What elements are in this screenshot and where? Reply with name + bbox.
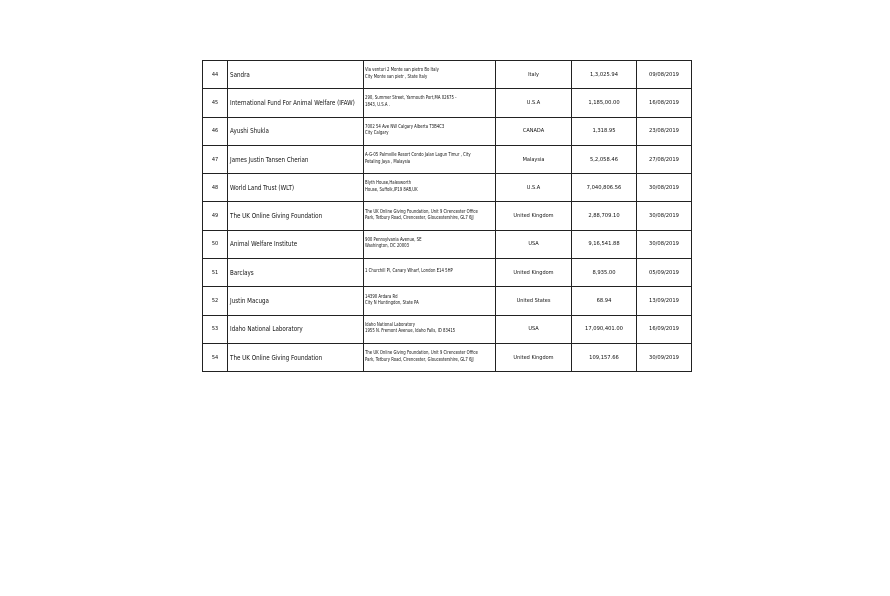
donor-name: James Justin Tansen Cherian [228,145,340,173]
address-line-2: 1955 N. Fremont Avenue, Idaho Falls, ID 83415 [365,329,456,335]
donor-country: USA [496,315,572,343]
donor-country: United Kingdom [496,259,572,287]
donation-date: 30/08/2019 [637,202,692,230]
table-row [203,315,692,343]
donor-country: Italy [496,61,572,89]
table-row [203,230,692,258]
donor-address [364,61,496,89]
table-row [203,287,692,315]
address-line-1: Via venturi 2 Monte san pietro Bo Italy [365,68,439,74]
address-line-2: City Monte san pietr , State Italy [365,74,428,80]
donor-country: CANADA [496,117,572,145]
donor-name: Sandra [228,61,340,89]
donor-name: Justin Macuga [228,287,340,315]
donation-amount: 2,88,709.10 [572,202,637,230]
donor-name: Barclays [228,259,340,287]
table-row [203,202,692,230]
donation-date: 30/09/2019 [637,343,692,371]
donation-date: 30/08/2019 [637,230,692,258]
donor-country: United Kingdom [496,343,572,371]
donor-name: Animal Welfare Institute [228,230,340,258]
donation-date: 16/09/2019 [637,315,692,343]
table-row [203,89,692,117]
donation-amount: 5,2,058.46 [572,145,637,173]
address-line-1: The UK Online Giving Foundation, Unit 9 Cirencester Office [365,209,478,215]
address-line-1: 290, Summer Street, Yarmouth Port,MA 02675 - [365,96,457,102]
donation-amount: 1,185,00.00 [572,89,637,117]
donation-amount: 1,3,025.94 [572,61,637,89]
donation-amount: 109,157.66 [572,343,637,371]
donor-address [364,230,496,258]
donation-date: 09/08/2019 [637,61,692,89]
address-line-2: Park, Tetbury Road, Cirencester, Gloucestershire, GL7 6JJ [365,216,474,222]
donation-date: 16/08/2019 [637,89,692,117]
address-line-2: Petaling Jaya , Malaysia [365,159,411,165]
donor-address [364,287,496,315]
row-number: 53 [203,315,228,343]
address-line-2: Park, Tetbury Road, Cirencester, Gloucestershire, GL7 6JJ [365,357,474,363]
row-number: 50 [203,230,228,258]
table-row [203,61,692,89]
row-number: 44 [203,61,228,89]
donor-name: Idaho National Laboratory [228,315,340,343]
donor-country: U.S.A [496,174,572,202]
donor-address [364,174,496,202]
donor-country: United Kingdom [496,202,572,230]
donation-date: 27/08/2019 [637,145,692,173]
donation-date: 13/09/2019 [637,287,692,315]
donor-name: International Fund For Animal Welfare (IFAW) [228,89,340,117]
donor-address [364,259,496,287]
address-line-1: 1 Churchill Pl, Canary Wharf, London E14 5HP [365,269,453,275]
donor-address [364,202,496,230]
row-number: 48 [203,174,228,202]
address-line-1: The UK Online Giving Foundation, Unit 9 Cirencester Office [365,351,478,357]
donor-address [364,89,496,117]
row-number: 45 [203,89,228,117]
address-line-1: A-G-05 Palmville Resort Condo Jalan Lagun Timur , City [365,153,471,159]
donor-country: U.S.A [496,89,572,117]
donation-amount: 68.94 [572,287,637,315]
donation-amount: 8,935.00 [572,259,637,287]
donation-date: 05/09/2019 [637,259,692,287]
donor-name: The UK Online Giving Foundation [228,343,340,371]
address-line-2: City N Huntingdon, State PA [365,301,419,307]
table-row [203,259,692,287]
address-line-2: 1843, U.S.A . [365,102,390,108]
donor-country: Malaysia [496,145,572,173]
address-line-2: House, Suffolk,IP19 8AB,UK [365,187,418,193]
donor-address [364,117,496,145]
donor-name: Ayushi Shukla [228,117,340,145]
donation-amount: 17,090,401.00 [572,315,637,343]
table-row [203,117,692,145]
donor-country: USA [496,230,572,258]
address-line-1: Blyth House,Halesworth [365,181,412,187]
donor-country: United States [496,287,572,315]
donation-amount: 9,16,541.88 [572,230,637,258]
donor-name: World Land Trust (WLT) [228,174,340,202]
donation-amount: 1,318.95 [572,117,637,145]
row-number: 51 [203,259,228,287]
donations-table [202,60,692,372]
table-row [203,343,692,371]
row-number: 52 [203,287,228,315]
donation-amount: 7,040,806.56 [572,174,637,202]
donor-address [364,315,496,343]
donation-date: 30/08/2019 [637,174,692,202]
address-line-2: Washington, DC 20003 [365,244,410,250]
address-line-1: 900 Pennsylvania Avenue, SE [365,237,422,243]
address-line-2: City Calgary [365,131,389,137]
address-line-1: 14390 Ardara Rd [365,294,398,300]
table-row [203,145,692,173]
table-row [203,174,692,202]
row-number: 47 [203,145,228,173]
row-number: 54 [203,343,228,371]
row-number: 46 [203,117,228,145]
donor-address [364,343,496,371]
donation-date: 23/08/2019 [637,117,692,145]
donor-address [364,145,496,173]
address-line-1: Idaho National Laboratory [365,322,416,328]
row-number: 49 [203,202,228,230]
donor-name: The UK Online Giving Foundation [228,202,340,230]
address-line-1: 7002 54 Ave NW Calgary Alberta T3B4C3 [365,124,445,130]
